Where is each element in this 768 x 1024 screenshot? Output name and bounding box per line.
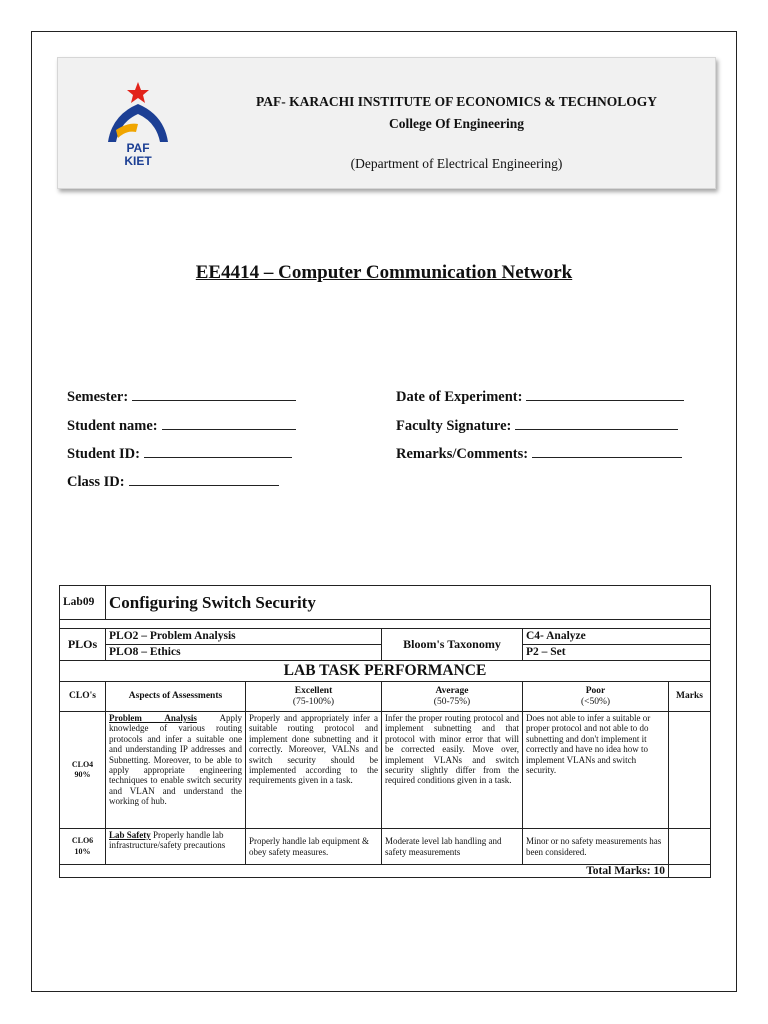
clo-cell bbox=[60, 712, 106, 829]
date-of-experiment-field bbox=[396, 386, 684, 406]
course-title: EE4414 – Computer Communication Network bbox=[195, 262, 573, 283]
department-name: (Department of Electrical Engineering) bbox=[350, 156, 563, 171]
logo-arc bbox=[108, 104, 168, 142]
student-name-label: Student name: bbox=[67, 418, 158, 434]
poor-label: Poor bbox=[585, 686, 606, 697]
class-id-blank[interactable] bbox=[129, 471, 279, 486]
faculty-signature-field bbox=[396, 415, 678, 435]
average-label: Average bbox=[435, 686, 469, 697]
college-name: College Of Engineering bbox=[389, 116, 524, 131]
aspects-header: Aspects of Assessments bbox=[106, 682, 246, 712]
plo-item: PLO2 – Problem Analysis bbox=[106, 629, 382, 645]
remarks-field bbox=[396, 443, 682, 463]
clo-weight: 10% bbox=[74, 846, 91, 856]
poor-range: (<50%) bbox=[580, 696, 611, 707]
clo-cell bbox=[60, 829, 106, 865]
semester-field bbox=[67, 386, 296, 406]
logo-text-paf: PAF bbox=[126, 141, 150, 155]
student-id-field bbox=[67, 443, 292, 463]
class-id-label: Class ID: bbox=[67, 474, 125, 490]
institute-name: PAF- KARACHI INSTITUTE OF ECONOMICS & TECHNOLOGY bbox=[255, 94, 658, 109]
lab-title: Configuring Switch Security bbox=[106, 586, 711, 620]
bloom-level: C4- Analyze bbox=[523, 629, 711, 645]
rubric-row bbox=[60, 829, 711, 865]
total-row bbox=[60, 865, 711, 878]
poor-cell: Does not able to infer a suitable or proper protocol and not able to do subnetting and don't implement it correctly and have no idea how to implement VLANs and switch security. bbox=[523, 712, 669, 829]
total-marks: Total Marks: 10 bbox=[60, 865, 669, 878]
logo-text-kiet: KIET bbox=[124, 154, 152, 168]
average-cell: Moderate level lab handling and safety measurements bbox=[382, 829, 523, 865]
poor-header bbox=[523, 682, 669, 712]
blooms-taxonomy-label: Bloom's Taxonomy bbox=[382, 629, 523, 661]
remarks-blank[interactable] bbox=[532, 443, 682, 458]
student-id-blank[interactable] bbox=[144, 443, 292, 458]
plos-label: PLOs bbox=[60, 629, 106, 661]
student-name-blank[interactable] bbox=[162, 415, 296, 430]
aspect-text: Properly handle lab infrastructure/safety precautions bbox=[109, 830, 226, 851]
semester-blank[interactable] bbox=[132, 386, 296, 401]
lab-title-row bbox=[60, 586, 711, 620]
excellent-cell: Properly handle lab equipment & obey safety measures. bbox=[246, 829, 382, 865]
paf-kiet-logo bbox=[98, 80, 178, 170]
spacer-row bbox=[60, 620, 711, 629]
poor-cell: Minor or no safety measurements has been considered. bbox=[523, 829, 669, 865]
star-icon bbox=[127, 82, 149, 103]
aspect-cell bbox=[106, 829, 246, 865]
excellent-header bbox=[246, 682, 382, 712]
remarks-label: Remarks/Comments: bbox=[396, 446, 529, 462]
class-id-field bbox=[67, 471, 279, 491]
aspect-title: Problem Analysis bbox=[109, 713, 197, 723]
excellent-cell: Properly and appropriately infer a suitable routing protocol and implement done subnetting and it correctly. Moreover, VALNs and switch security should be implemented according to the requirements given in a task. bbox=[246, 712, 382, 829]
lab-number: Lab09 bbox=[60, 586, 106, 620]
excellent-label: Excellent bbox=[294, 686, 333, 697]
aspect-cell bbox=[106, 712, 246, 829]
faculty-signature-blank[interactable] bbox=[515, 415, 678, 430]
clo-id: CLO4 bbox=[71, 759, 94, 769]
marks-header: Marks bbox=[669, 682, 711, 712]
student-id-label: Student ID: bbox=[67, 446, 140, 462]
plo-row-1 bbox=[60, 629, 711, 645]
aspect-text: Apply knowledge of various routing protocols and infer a suitable one and understanding IP addresses and Subnetting. Moreover, to be able to apply appropriate engineering techniques to enable switch security and VLAN and understand the working of hub. bbox=[109, 713, 242, 807]
average-range: (50-75%) bbox=[433, 696, 471, 707]
average-cell: Infer the proper routing protocol and implement subnetting and that protocol with minor error that will be corrected easily. Move over, implement VLANs and switch security slightly differ from the required conditions given in a task. bbox=[382, 712, 523, 829]
date-of-experiment-label: Date of Experiment: bbox=[396, 389, 523, 405]
total-marks-cell[interactable] bbox=[669, 865, 711, 878]
aspect-title: Lab Safety bbox=[109, 830, 151, 840]
plo-item: PLO8 – Ethics bbox=[106, 645, 382, 661]
rubric-row bbox=[60, 712, 711, 829]
excellent-range: (75-100%) bbox=[292, 696, 335, 707]
rubric-title-row bbox=[60, 661, 711, 682]
student-name-field bbox=[67, 415, 296, 435]
clo-header: CLO's bbox=[60, 682, 106, 712]
clo-id: CLO6 bbox=[71, 836, 94, 846]
marks-cell[interactable] bbox=[669, 829, 711, 865]
rubric-table bbox=[59, 585, 711, 878]
semester-label: Semester: bbox=[67, 389, 129, 405]
header-banner bbox=[57, 57, 716, 189]
clo-weight: 90% bbox=[74, 770, 91, 779]
date-of-experiment-blank[interactable] bbox=[526, 386, 684, 401]
faculty-signature-label: Faculty Signature: bbox=[396, 418, 512, 434]
average-header bbox=[382, 682, 523, 712]
marks-cell[interactable] bbox=[669, 712, 711, 829]
bloom-level: P2 – Set bbox=[523, 645, 711, 661]
rubric-title: LAB TASK PERFORMANCE bbox=[60, 661, 711, 682]
rubric-header-row bbox=[60, 682, 711, 712]
